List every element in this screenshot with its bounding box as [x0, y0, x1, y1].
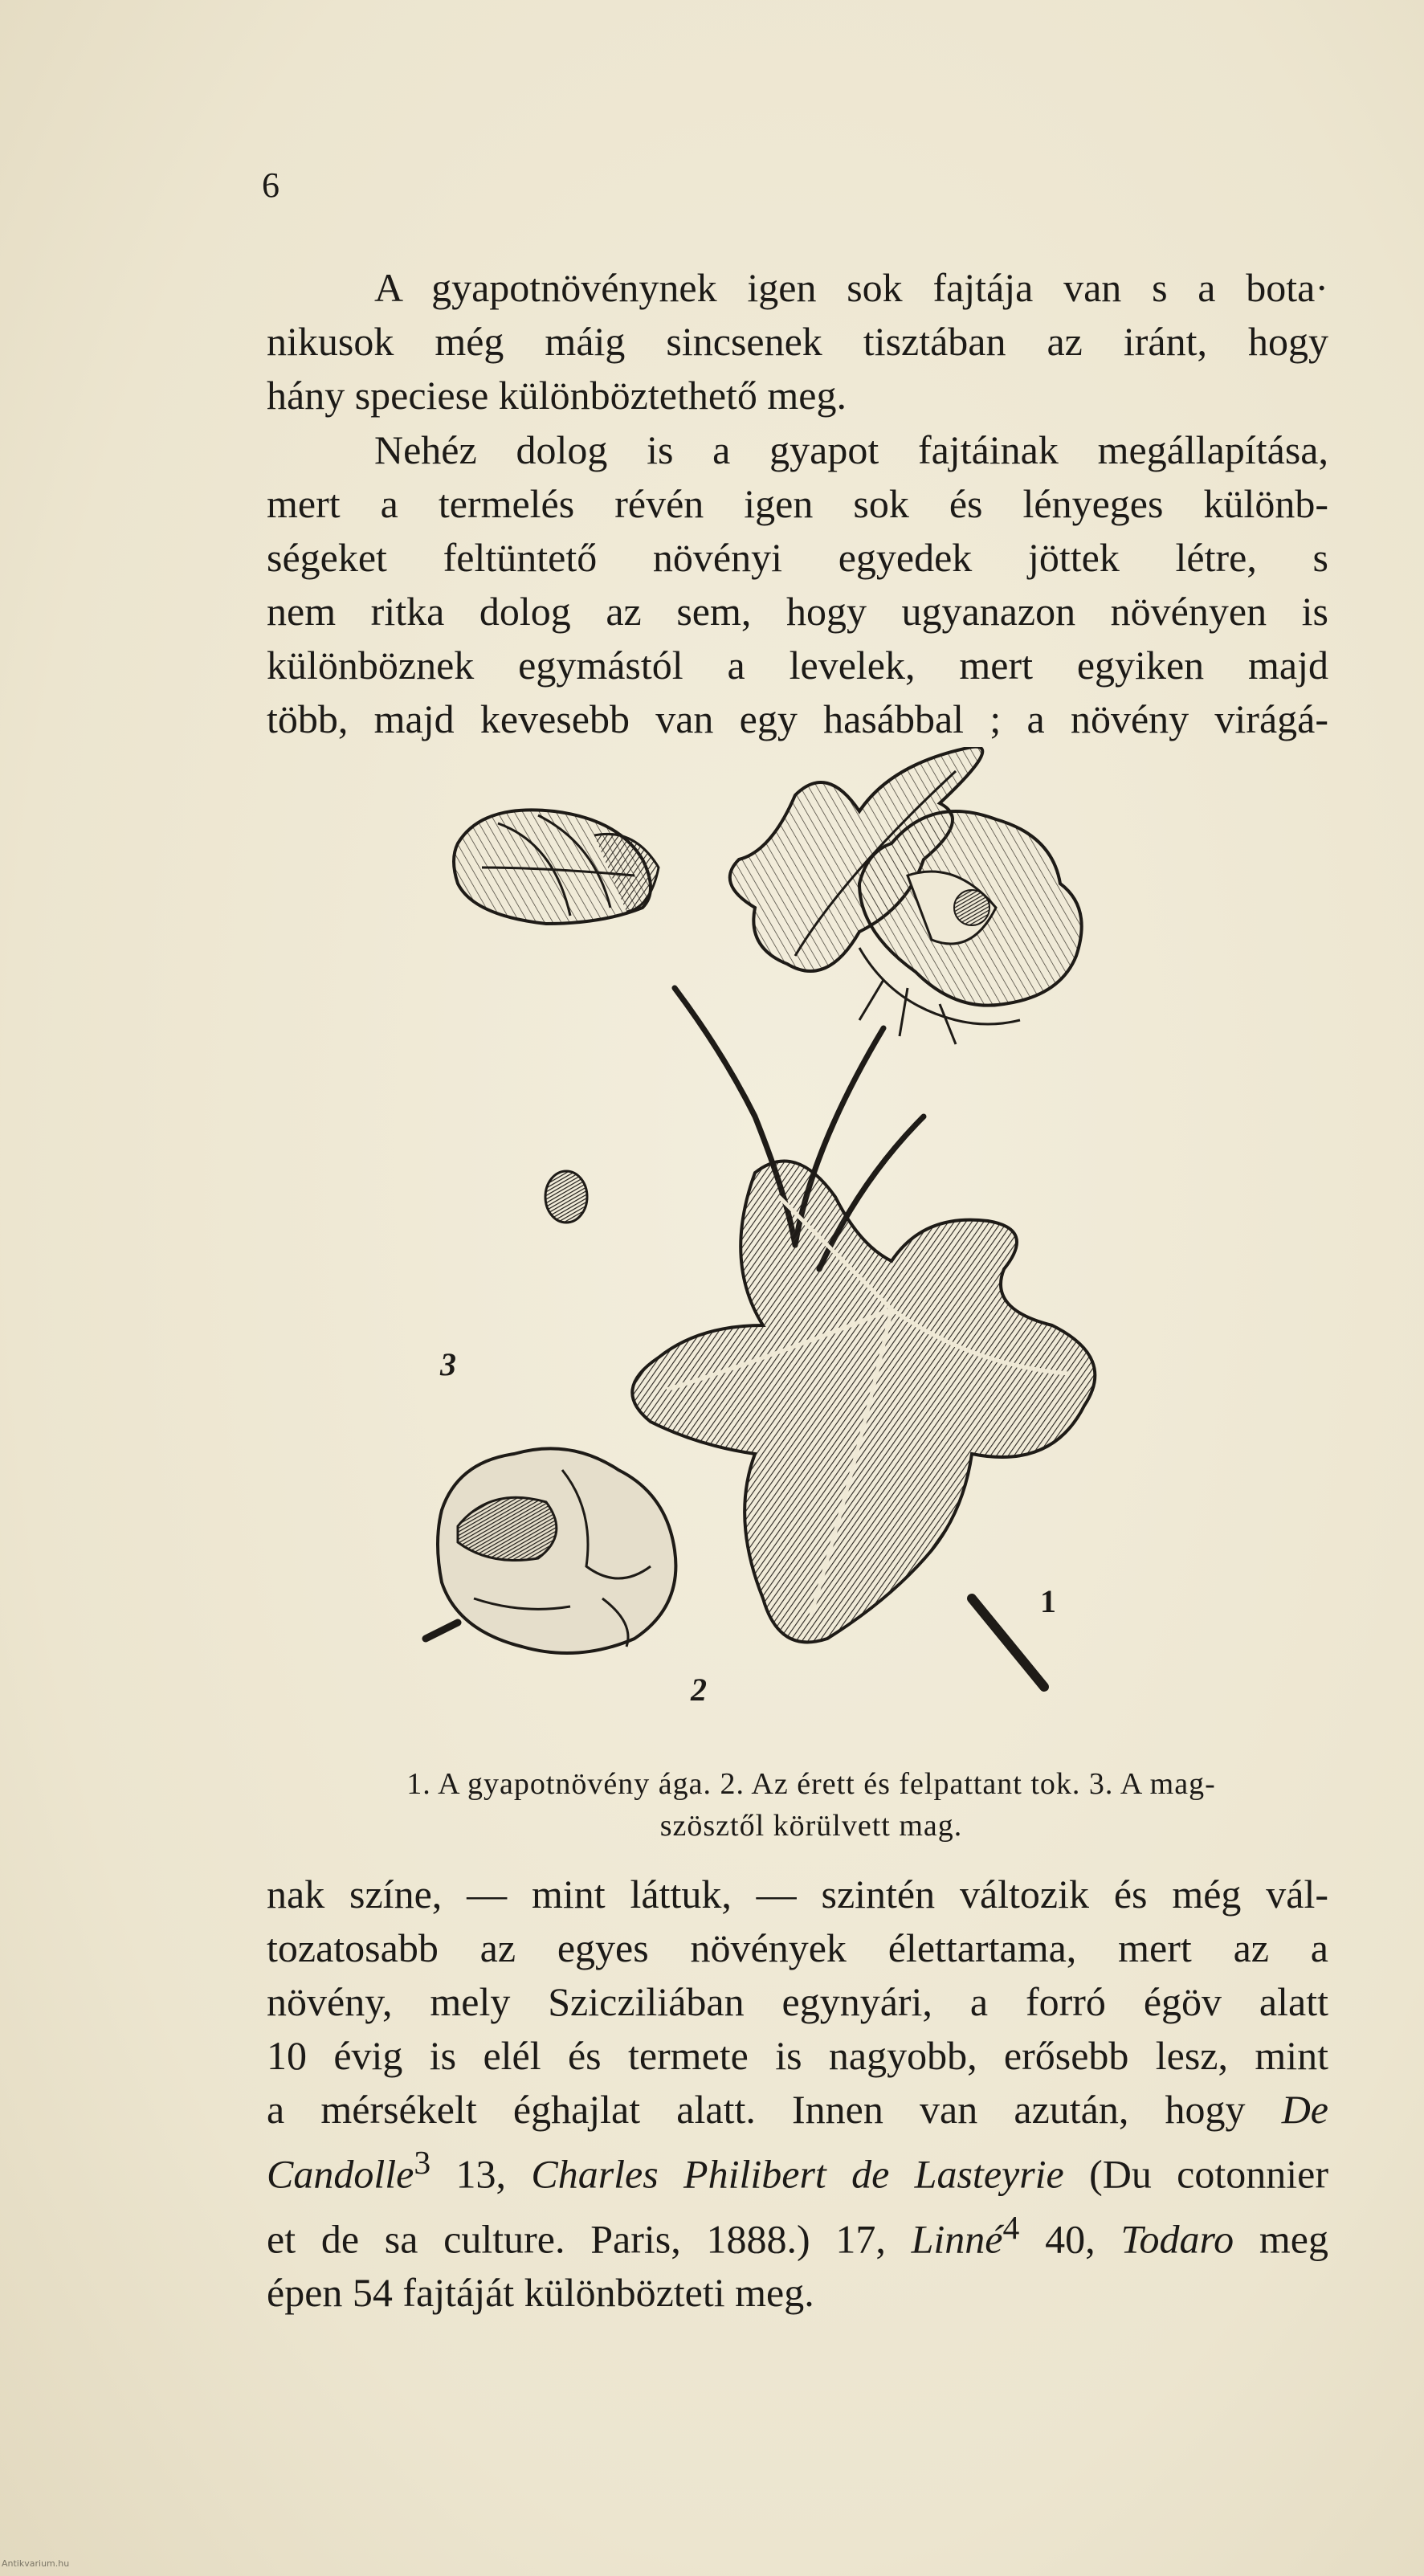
footnote-ref: 4 — [1002, 2209, 1020, 2247]
italic-name: Linné — [911, 2216, 1003, 2262]
seed-with-fibre — [545, 1171, 587, 1223]
text-line: nak színe, — mint láttuk, — szintén változik és még vál- — [267, 1872, 1328, 1917]
text-line-with-italic — [267, 2137, 1328, 2202]
text-line-with-italic — [267, 2202, 1328, 2267]
text-span: 13, — [430, 2151, 532, 2197]
text-line: tozatosabb az egyes növények élettartama, mert az a — [267, 1925, 1328, 1970]
caption-line: 1. A gyapotnövény ága. 2. Az érett és felpattant tok. 3. A mag- — [406, 1767, 1216, 1801]
text-span: meg — [1234, 2216, 1328, 2262]
lower-leaf — [632, 1161, 1095, 1642]
paragraph-1 — [267, 261, 1328, 423]
text-line: ségeket feltüntető növényi egyedek jöttek létre, s — [267, 535, 1328, 580]
cotton-flower — [859, 811, 1082, 1044]
text-line: épen 54 fajtáját különbözteti meg. — [267, 2270, 814, 2316]
text-line: hány speciese különböztethető meg. — [267, 373, 847, 418]
figure-label-2: 2 — [691, 1672, 707, 1708]
text-line: nem ritka dolog az sem, hogy ugyanazon növényen is — [267, 589, 1328, 634]
italic-name: Todaro — [1120, 2216, 1234, 2262]
text-line: növény, mely Szicziliában egynyári, a forró égöv alatt — [267, 1979, 1328, 2024]
text-span: 40, — [1019, 2216, 1121, 2262]
text-line: A gyapotnövénynek igen sok fajtája van s a bota· — [374, 265, 1328, 310]
text-line: 10 évig is elél és termete is nagyobb, erősebb lesz, mint — [267, 2033, 1328, 2078]
italic-name: Charles Philibert de Lasteyrie — [531, 2151, 1064, 2197]
open-cotton-boll — [426, 1448, 675, 1653]
caption-line: szösztől körülvett mag. — [659, 1809, 963, 1843]
cotton-plant-engraving — [410, 747, 1213, 1751]
figure-label-1: 1 — [1040, 1583, 1056, 1619]
text-span: a mérsékelt éghajlat alatt. Innen van azután, hogy — [267, 2087, 1246, 2132]
cotton-bud — [454, 810, 659, 924]
text-line: több, majd kevesebb van egy hasábbal ; a növény virágá- — [267, 696, 1328, 741]
text-line: nikusok még máig sincsenek tisztában az iránt, hogy — [267, 319, 1328, 364]
text-line: különböznek egymástól a levelek, mert egyiken majd — [267, 643, 1328, 688]
text-line-with-italic — [267, 2083, 1328, 2137]
paragraph-3 — [267, 1868, 1328, 2320]
text-span: et de sa culture. Paris, 1888.) 17, — [267, 2216, 912, 2262]
cotton-plant-illustration — [410, 747, 1213, 1751]
paragraph-2 — [267, 423, 1328, 746]
watermark-stamp: Antikvarium.hu — [2, 2558, 70, 2569]
italic-name: Candolle — [267, 2151, 414, 2197]
italic-name: De — [1281, 2087, 1329, 2132]
footnote-ref: 3 — [414, 2145, 431, 2182]
text-line: mert a termelés révén igen sok és lényeges különb- — [267, 481, 1328, 526]
text-span: (Du cotonnier — [1063, 2151, 1329, 2197]
figure-caption — [273, 1763, 1349, 1847]
page-number: 6 — [262, 165, 279, 205]
figure-label-3: 3 — [440, 1346, 456, 1382]
text-line: Nehéz dolog is a gyapot fajtáinak megállapítása, — [374, 427, 1328, 472]
